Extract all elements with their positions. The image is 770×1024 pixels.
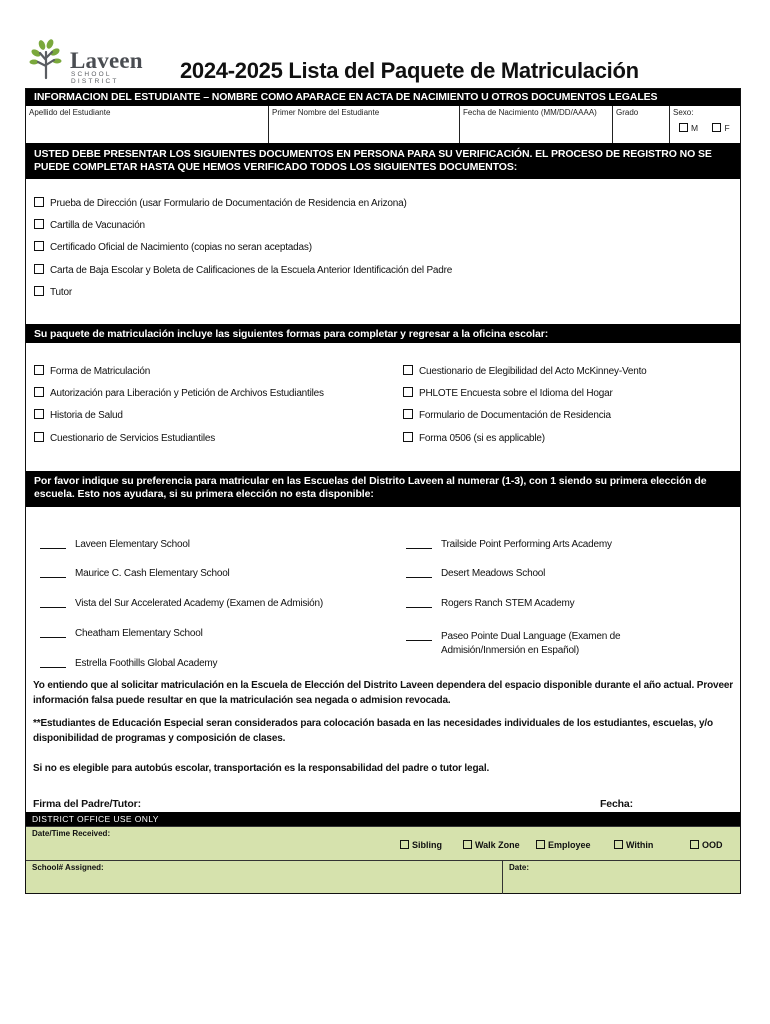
option-employee: [536, 840, 591, 850]
form-item-health-history: [34, 409, 123, 421]
option-ood: [690, 840, 723, 850]
form-checkbox-records-release[interactable]: [34, 387, 44, 397]
form-checkbox-student-services[interactable]: [34, 432, 44, 442]
doc-label-birth-certificate: Certificado Oficial de Nacimiento (copias no seran aceptadas): [50, 242, 312, 253]
rank-input-paseo-pointe[interactable]: [406, 640, 432, 641]
schools-header: Por favor indique su preferencia para matricular en las Escuelas del Distrito Laveen al numerar (1-3), con 1 siendo su primera elección de escuela. Esto nos ayudara, si su primera elección no esta disponible:: [26, 471, 740, 507]
form-label-records-release: Autorización para Liberación y Petición de Archivos Estudiantiles: [50, 388, 324, 399]
doc-checkbox-address[interactable]: [34, 197, 44, 207]
logo-subtitle: SCHOOL DISTRICT: [71, 71, 119, 85]
form-item-records-release: [34, 387, 324, 399]
rank-input-laveen[interactable]: [40, 548, 66, 549]
doc-item-vaccination: [34, 219, 145, 231]
form-checkbox-health-history[interactable]: [34, 409, 44, 419]
male-checkbox[interactable]: [679, 123, 688, 132]
school-label-desert-meadows: Desert Meadows School: [441, 568, 546, 579]
form-item-0506: [403, 432, 545, 444]
first-name-field[interactable]: [269, 106, 460, 143]
school-label-rogers-ranch: Rogers Ranch STEM Academy: [441, 598, 575, 609]
rank-input-desert-meadows[interactable]: [406, 577, 432, 578]
school-choice-rogers-ranch: [406, 598, 574, 609]
form-checkbox-mckinney-vento[interactable]: [403, 365, 413, 375]
form-label-mckinney-vento: Cuestionario de Elegibilidad del Acto McKinney-Vento: [419, 366, 647, 377]
school-choice-laveen: [40, 539, 190, 550]
rank-input-cash[interactable]: [40, 577, 66, 578]
doc-label-tutor: Tutor: [50, 287, 72, 298]
walk-zone-label: Walk Zone: [475, 840, 520, 850]
female-checkbox[interactable]: [712, 123, 721, 132]
school-label-laveen: Laveen Elementary School: [75, 539, 190, 550]
signature-label: Firma del Padre/Tutor:: [33, 798, 141, 810]
school-choice-cash: [40, 568, 230, 579]
form-label-0506: Forma 0506 (si es applicable): [419, 433, 545, 444]
sibling-checkbox[interactable]: [400, 840, 409, 849]
office-row-assigned: [26, 860, 740, 893]
form-label-enrollment: Forma de Matriculación: [50, 366, 151, 377]
date-label: Fecha:: [600, 798, 633, 810]
school-label-trailside: Trailside Point Performing Arts Academy: [441, 539, 612, 550]
school-label-vista: Vista del Sur Accelerated Academy (Examen de Admisión): [75, 598, 324, 609]
grade-field[interactable]: [613, 106, 670, 143]
school-choice-trailside: [406, 539, 612, 550]
page-title: 2024-2025 Lista del Paquete de Matriculación: [180, 58, 639, 83]
dob-field[interactable]: [460, 106, 613, 143]
doc-item-birth-certificate: [34, 241, 312, 253]
received-label: Date/Time Received:: [32, 829, 111, 838]
student-info-header: INFORMACION DEL ESTUDIANTE – NOMBRE COMO APARACE EN ACTA DE NACIMIENTO U OTROS DOCUMENTOS LEGALES: [26, 89, 740, 106]
school-choice-cheatham: [40, 628, 203, 639]
last-name-label: Apellido del Estudiante: [29, 108, 111, 117]
form-checkbox-phlote[interactable]: [403, 387, 413, 397]
within-label: Within: [626, 840, 654, 850]
doc-label-address: Prueba de Dirección (usar Formulario de Documentación de Residencia en Arizona): [50, 198, 407, 209]
school-label-cash: Maurice C. Cash Elementary School: [75, 568, 230, 579]
office-header: DISTRICT OFFICE USE ONLY: [26, 812, 740, 826]
ood-label: OOD: [702, 840, 723, 850]
form-item-mckinney-vento: [403, 365, 647, 377]
school-assigned-label: School# Assigned:: [32, 863, 104, 872]
ood-checkbox[interactable]: [690, 840, 699, 849]
form-label-student-services: Cuestionario de Servicios Estudiantiles: [50, 433, 216, 444]
school-label-estrella: Estrella Foothills Global Academy: [75, 658, 218, 669]
rank-input-rogers-ranch[interactable]: [406, 607, 432, 608]
office-row-received: [26, 826, 740, 860]
tree-icon: [28, 38, 68, 80]
rank-input-cheatham[interactable]: [40, 637, 66, 638]
doc-checkbox-birth-certificate[interactable]: [34, 241, 44, 251]
form-label-phlote: PHLOTE Encuesta sobre el Idioma del Hogar: [419, 388, 613, 399]
form-item-enrollment: [34, 365, 150, 377]
male-label: M: [691, 123, 699, 133]
doc-item-tutor: [34, 286, 72, 298]
option-within: [614, 840, 653, 850]
office-date-label: Date:: [509, 863, 530, 872]
school-label-cheatham: Cheatham Elementary School: [75, 628, 203, 639]
forms-header: Su paquete de matriculación incluye las siguientes formas para completar y regresar a la oficina escolar:: [26, 324, 740, 343]
district-logo: [28, 38, 153, 85]
note-special-education: **Estudiantes de Educación Especial seran considerados para colocación basada en las necesidades individuales de los estudiantes, escuelas, y/o disponibilidad de programas y composición de clases.: [33, 718, 713, 744]
logo-name: Laveen: [70, 48, 143, 73]
office-divider: [502, 861, 503, 894]
last-name-field[interactable]: [26, 106, 269, 143]
form-checkbox-residency[interactable]: [403, 409, 413, 419]
form-checkbox-enrollment[interactable]: [34, 365, 44, 375]
form-label-health-history: Historia de Salud: [50, 410, 123, 421]
form-item-residency: [403, 409, 611, 421]
school-choice-paseo-pointe: [406, 630, 641, 658]
walk-zone-checkbox[interactable]: [463, 840, 472, 849]
school-choice-estrella: [40, 658, 217, 669]
form-label-residency: Formulario de Documentación de Residencia: [419, 410, 611, 421]
doc-label-withdrawal: Carta de Baja Escolar y Boleta de Calificaciones de la Escuela Anterior Identificación del Padre: [50, 265, 453, 276]
rank-input-trailside[interactable]: [406, 548, 432, 549]
first-name-label: Primer Nombre del Estudiante: [272, 108, 380, 117]
rank-input-vista[interactable]: [40, 607, 66, 608]
grade-label: Grado: [616, 108, 639, 117]
documents-header: USTED DEBE PRESENTAR LOS SIGUIENTES DOCUMENTOS EN PERSONA PARA SU VERIFICACIÓN. EL PROCESO DE REGISTRO NO SE PUEDE COMPLETAR HASTA QUE HEMOS VERIFICADO TODOS LOS SIGUIENTES DOCUMENTOS:: [26, 143, 740, 179]
within-checkbox[interactable]: [614, 840, 623, 849]
sibling-label: Sibling: [412, 840, 442, 850]
dob-label: Fecha de Nacimiento (MM/DD/AAAA): [463, 108, 597, 117]
school-label-paseo-pointe: Paseo Pointe Dual Language (Examen de Admisión/Inmersión en Español): [441, 631, 621, 656]
note-choice-policy: Yo entiendo que al solicitar matriculación en la Escuela de Elección del Distrito Laveen dependera del espacio disponible durante el año actual. Proveer información falsa puede resultar en que la matriculación sea negada o admision revocada.: [33, 680, 734, 706]
note-transportation: Si no es elegible para autobús escolar, transportación es la responsabilidad del padre o tutor legal.: [33, 763, 490, 774]
doc-checkbox-tutor[interactable]: [34, 286, 44, 296]
doc-checkbox-vaccination[interactable]: [34, 219, 44, 229]
employee-checkbox[interactable]: [536, 840, 545, 849]
form-checkbox-0506[interactable]: [403, 432, 413, 442]
rank-input-estrella[interactable]: [40, 667, 66, 668]
form-item-phlote: [403, 387, 613, 399]
female-label: F: [724, 123, 730, 133]
school-choice-vista: [40, 598, 323, 609]
doc-item-withdrawal: [34, 264, 452, 276]
option-walk-zone: [463, 840, 520, 850]
doc-label-vaccination: Cartilla de Vacunación: [50, 220, 145, 231]
sex-label: Sexo:: [673, 108, 694, 117]
sex-field: [670, 106, 740, 143]
option-sibling: [400, 840, 442, 850]
form-item-student-services: [34, 432, 215, 444]
doc-checkbox-withdrawal[interactable]: [34, 264, 44, 274]
employee-label: Employee: [548, 840, 591, 850]
school-choice-desert-meadows: [406, 568, 545, 579]
doc-item-address: [34, 197, 407, 209]
